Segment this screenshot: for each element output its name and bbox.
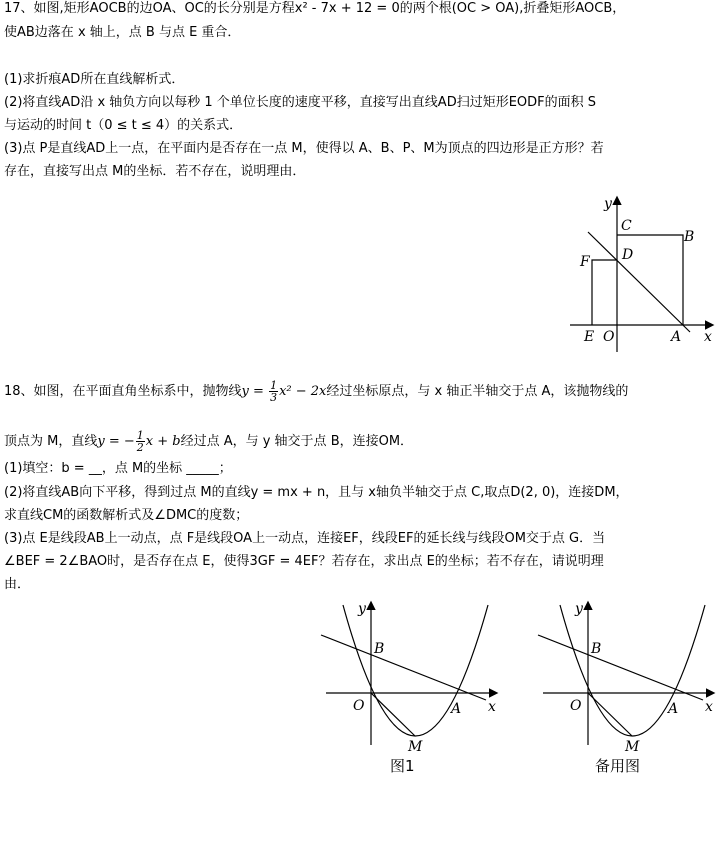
- q18-stem-line2: 顶点为 M，直线y = − $\frac{1}{2}$ x + b经过点 A，与 y 轴交于点 B，连接OM．: [4, 429, 414, 454]
- q17-stem-line1: 17、如图,矩形AOCB的边OA、OC的长分别是方程x² - 7x + 12 = 0的两个根(OC > OA),折叠矩形AOCB，: [4, 1, 626, 16]
- q18-part3-line2: ∠BEF = 2∠BAO时，是否存在点 E，使得3GF = 4EF？若存在，求出点 E的坐标；若不存在，请说明理: [4, 554, 604, 569]
- label-o: O: [353, 698, 365, 714]
- label-c: C: [621, 218, 632, 234]
- q17-stem-line2: 使AB边落在 x 轴上，点 B 与点 E 重合．: [4, 25, 241, 40]
- label-b: B: [591, 641, 602, 657]
- parabola: [560, 605, 705, 736]
- q17-part3-line1: (3)点 P是直线AD上一点，在平面内是否存在一点 M，使得以 A、B、P、M为顶点的四边形是正方形？若: [4, 141, 604, 156]
- q17-part2-line1: (2)将直线AD沿 x 轴负方向以每秒 1 个单位长度的速度平移，直接写出直线AD扫过矩形EODF的面积 S: [4, 95, 597, 110]
- q18-figure-1: [318, 595, 503, 780]
- line-ab: [321, 635, 486, 700]
- line-ab: [538, 635, 703, 700]
- label-a: A: [671, 329, 682, 345]
- fold-line-ad: [588, 232, 690, 332]
- q18-part2-line1: (2)将直线AB向下平移，得到过点 M的直线y = mx + n，且与 x轴负半轴交于点 C,取点D(2, 0)，连接DM，: [4, 485, 629, 500]
- label-e: E: [584, 329, 595, 345]
- segment-om: [371, 693, 415, 736]
- segment-om: [588, 693, 632, 736]
- q18-part3-line1: (3)点 E是线段AB上一动点，点 F是线段OA上一动点，连接EF，线段EF的延长线与线段OM交于点 G．当: [4, 531, 606, 546]
- label-x: x: [704, 329, 712, 345]
- label-a: A: [668, 701, 679, 717]
- label-x: x: [488, 699, 496, 715]
- q18-part2-line2: 求直线CM的函数解析式及∠DMC的度数；: [4, 508, 249, 523]
- label-d: D: [622, 247, 634, 263]
- q18-part1: (1)填空：b = __，点 M的坐标 _____；: [4, 461, 232, 476]
- label-b: B: [684, 229, 695, 245]
- label-f: F: [580, 254, 590, 270]
- rectangle-eodf: [592, 260, 617, 325]
- q18-figure-2: [535, 595, 720, 780]
- label-y: y: [358, 601, 366, 617]
- figure-caption: 图1: [390, 757, 415, 775]
- q17-part3-line2: 存在，直接写出点 M的坐标．若不存在，说明理由．: [4, 164, 306, 179]
- label-a: A: [451, 701, 462, 717]
- label-m: M: [408, 739, 423, 755]
- label-m: M: [625, 739, 640, 755]
- q18-part3-line3: 由．: [4, 577, 31, 592]
- q17-part2-line2: 与运动的时间 t（0 ≤ t ≤ 4）的关系式．: [4, 118, 243, 133]
- label-y: y: [604, 196, 612, 212]
- q17-part1: (1)求折痕AD所在直线解析式．: [4, 72, 185, 87]
- q18-stem-line1: 18、如图，在平面直角坐标系中，抛物线y = $\frac{1}{3}$ x² − 2x经过坐标原点，与 x 轴正半轴交于点 A，该抛物线的: [4, 379, 629, 404]
- q17-figure: [560, 190, 720, 355]
- parabola: [343, 605, 488, 736]
- label-o: O: [570, 698, 582, 714]
- label-o: O: [603, 329, 615, 345]
- label-x: x: [705, 699, 713, 715]
- figure-caption: 备用图: [595, 757, 641, 775]
- label-y: y: [575, 601, 583, 617]
- label-b: B: [374, 641, 385, 657]
